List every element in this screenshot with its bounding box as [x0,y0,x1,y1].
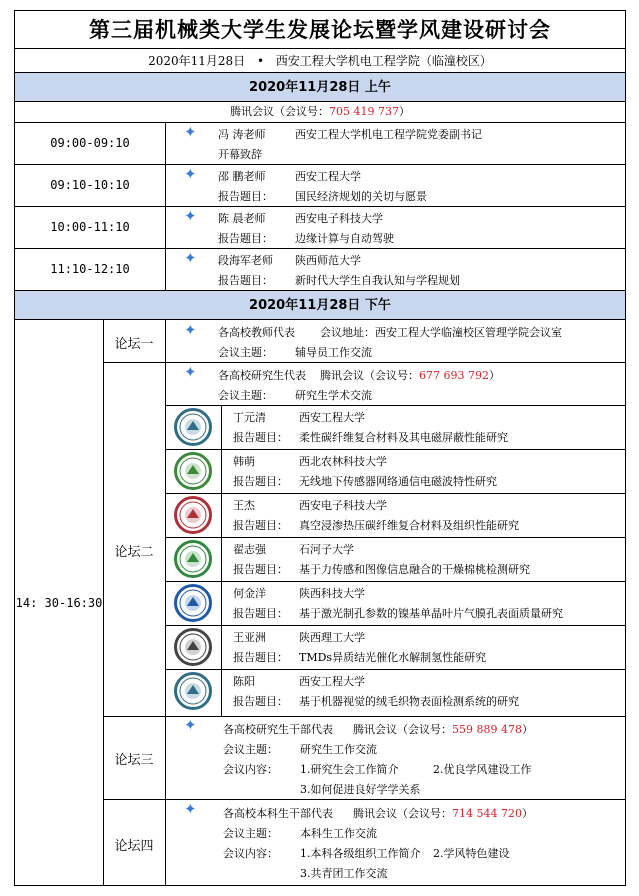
speaker-name: 翟志强 [233,543,266,556]
speaker-org: 陕西师范大学 [295,254,361,267]
topic: 研究生工作交流 [300,743,377,756]
morning-meeting-info [15,102,625,122]
attendee-group: 各高校研究生代表 [218,369,306,382]
content-label: 会议内容： [223,847,278,860]
topic: 本科生工作交流 [300,827,377,840]
report-label: 报告题目： [233,563,288,576]
speaker-name: 王杰 [233,499,255,512]
attendee-group: 各高校本科生干部代表 [223,807,333,820]
report-label: 报告题目： [233,519,288,532]
forum-label: 论坛二 [114,545,154,560]
afternoon-header: 2020年11月28日 下午 [15,290,625,320]
meeting-label-end: ） [521,807,533,820]
speaker-org: 西安电子科技大学 [295,212,383,225]
attendee-group: 各高校教师代表 [218,326,295,339]
report-label: 报告题目： [218,232,273,245]
session-time: 11:10-12:10 [50,262,130,276]
speaker-name: 冯 涛老师 [218,128,266,141]
content-item: 3.如何促进良好学学关系 [300,783,421,796]
report-label: 报告题目： [233,695,288,708]
seal-emblem-icon [177,455,209,487]
report-title: 基于激光制孔参数的镍基单晶叶片气膜孔表面质量研究 [299,607,563,620]
content-item: 1.研究生会工作简介 [300,763,399,776]
report-title: 国民经济规划的关切与愿景 [295,190,427,203]
meeting-info [320,367,500,383]
afternoon-time: 14: 30-16:30 [15,596,103,610]
topic: 研究生学术交流 [295,389,372,402]
four-point-star-icon: ✦ [184,716,197,734]
topic-label: 会议主题： [223,743,278,756]
forum-label: 论坛四 [114,839,154,854]
university-seal-icon [174,496,212,534]
four-point-star-icon: ✦ [184,123,197,141]
four-point-star-icon: ✦ [184,249,197,267]
morning-header: 2020年11月28日 上午 [15,72,625,102]
speaker-role: 开幕致辞 [218,148,262,161]
subtitle-venue: 西安工程大学机电工程学院（临潼校区） [275,54,492,68]
content-item: 2.优良学风建设工作 [433,763,532,776]
content-label: 会议内容： [223,763,278,776]
seal-emblem-icon [177,587,209,619]
subtitle [15,48,625,73]
report-label: 报告题目： [233,607,288,620]
speaker-name: 丁元清 [233,411,266,424]
meeting-number: 705 419 737 [329,105,399,118]
report-title: 无线地下传感器网络通信电磁波特性研究 [299,475,497,488]
university-seal-icon [174,540,212,578]
report-label: 报告题目： [218,274,273,287]
report-title: 基于力传感和图像信息融合的干燥棉桃检测研究 [299,563,530,576]
report-label: 报告题目： [218,190,273,203]
speaker-name: 陈阳 [233,675,255,688]
speaker-name: 何金洋 [233,587,266,600]
subtitle-date: 2020年11月28日 [148,54,246,68]
speaker-org: 西安工程大学 [299,411,365,424]
subtitle-bullet: • [257,54,265,68]
seal-emblem-icon [177,675,209,707]
university-seal-icon [174,628,212,666]
speaker-org: 石河子大学 [299,543,354,556]
meeting-label: 腾讯会议（会议号： [353,723,452,736]
meeting-label: 腾讯会议（会议号： [230,105,329,118]
report-title: 基于机器视觉的绒毛织物表面检测系统的研究 [299,695,519,708]
four-point-star-icon: ✦ [184,165,197,183]
session-time: 09:10-10:10 [50,178,130,192]
report-title: 柔性碳纤维复合材料及其电磁屏蔽性能研究 [299,431,508,444]
topic-label: 会议主题： [218,389,273,402]
meeting-number: 559 889 478 [452,723,522,736]
report-label: 报告题目： [233,651,288,664]
university-seal-icon [174,584,212,622]
speaker-name: 陈 晨老师 [218,212,266,225]
four-point-star-icon: ✦ [184,207,197,225]
topic-label: 会议主题： [218,346,273,359]
speaker-org: 西安工程大学机电工程学院党委副书记 [295,128,482,141]
speaker-org: 西北农林科技大学 [299,455,387,468]
seal-emblem-icon [177,499,209,531]
speaker-org: 陕西理工大学 [299,631,365,644]
meeting-label: 腾讯会议（会议号： [320,369,419,382]
meeting-label: 腾讯会议（会议号： [353,807,452,820]
report-title: TMDs异质结光催化水解制氢性能研究 [299,651,487,664]
program-sheet [14,10,626,886]
seal-emblem-icon [177,543,209,575]
meeting-label-end: ） [398,105,410,118]
report-title: 新时代大学生自我认知与学程规划 [295,274,460,287]
report-title: 真空浸渗热压碳纤维复合材料及组织性能研究 [299,519,519,532]
session-time: 10:00-11:10 [50,220,130,234]
university-seal-icon [174,408,212,446]
seal-emblem-icon [177,631,209,663]
report-label: 报告题目： [233,431,288,444]
attendee-group: 各高校研究生干部代表 [223,723,333,736]
speaker-org: 西安工程大学 [299,675,365,688]
meeting-address: 会议地址：西安工程大学临潼校区管理学院会议室 [320,326,562,339]
university-seal-icon [174,672,212,710]
report-title: 边缘计算与自动驾驶 [295,232,394,245]
content-item: 1.本科各级组织工作简介 [300,847,421,860]
seal-emblem-icon [177,411,209,443]
forum-label: 论坛三 [114,753,154,768]
topic-label: 会议主题： [223,827,278,840]
meeting-number: 677 693 792 [419,369,489,382]
meeting-info [353,805,533,821]
topic: 辅导员工作交流 [295,346,372,359]
four-point-star-icon: ✦ [184,363,197,381]
meeting-info [353,721,533,737]
session-time: 09:00-09:10 [50,136,130,150]
meeting-label-end: ） [521,723,533,736]
speaker-org: 西安电子科技大学 [299,499,387,512]
four-point-star-icon: ✦ [184,321,197,339]
speaker-name: 王亚洲 [233,631,266,644]
speaker-name: 段海军老师 [218,254,273,267]
speaker-org: 西安工程大学 [295,170,361,183]
page-title: 第三届机械类大学生发展论坛暨学风建设研讨会 [89,17,551,42]
meeting-number: 714 544 720 [452,807,522,820]
report-label: 报告题目： [233,475,288,488]
content-item: 3.共青团工作交流 [300,867,388,880]
four-point-star-icon: ✦ [184,800,197,818]
university-seal-icon [174,452,212,490]
speaker-name: 韩萌 [233,455,255,468]
forum-label: 论坛一 [114,337,154,352]
speaker-org: 陕西科技大学 [299,587,365,600]
meeting-label-end: ） [488,369,500,382]
content-item: 2.学风特色建设 [433,847,510,860]
speaker-name: 邵 鹏老师 [218,170,266,183]
